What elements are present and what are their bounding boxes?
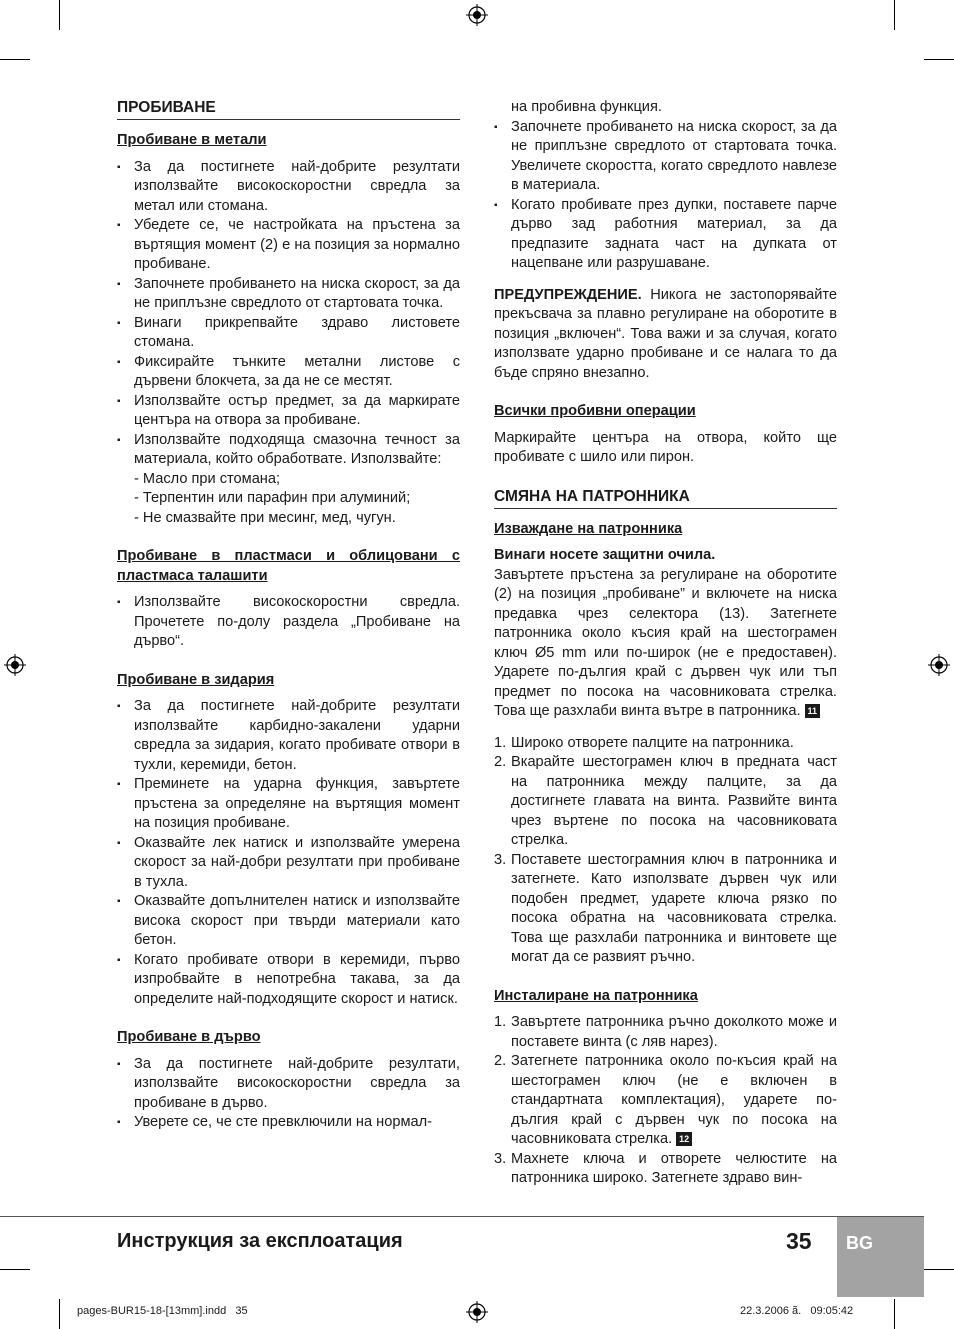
- list-item: ▪ Използвайте високоскоростни свредла. Прочетете по-долу раздела „Пробиване на дърво“.: [117, 593, 460, 652]
- all-operations-text: Маркирайте центъра на отвора, който ще пробивате с шило или пирон.: [494, 429, 837, 465]
- step-item: [494, 753, 837, 851]
- step-number: 2.: [494, 754, 507, 770]
- install-steps: [494, 1013, 837, 1189]
- list-item: ▪ Уверете се, че сте превключили на нормал-: [117, 1113, 460, 1133]
- list-item: ▪ Преминете на ударна функция, завъртете пръстена за определяне на въртящия момент на позиция пробиване.: [117, 775, 460, 834]
- registration-mark-icon: [4, 654, 26, 676]
- wood-list-2: [494, 118, 837, 274]
- warning-text: Никога не застопорявайте прекъсвача за плавно регулиране на оборотите в позиция „включен“. Това важи и за случая, когато използвате ударно пробиване и се налага то да бъде спряно внезапно.: [494, 286, 837, 381]
- crop-mark: [59, 1299, 60, 1329]
- subsection-title-chuck-install: Инсталиране на патронника: [494, 987, 698, 1004]
- step-text: Поставете шестограмния ключ в патронника и затегнете. Като използвате дървен чук или подобен предмет, ударете ключа рязко по посока обратна на часовниковата стрелка. Това ще разхлаби патронника и винтовете ще могат да се развият ръчно.: [511, 851, 837, 965]
- removal-text: [494, 566, 837, 722]
- subsection-title-masonry: Пробиване в зидария: [117, 671, 275, 688]
- language-code: BG: [846, 1233, 873, 1253]
- footer-divider: [0, 1216, 924, 1217]
- step-item: [494, 734, 837, 754]
- step-text: Вкарайте шестограмен ключ в предната част на патронника между палците, за да достигнете главата на винта. Развийте винта чрез въртене по посока на часовниковата стрелка.: [511, 754, 837, 848]
- list-item: ▪ Започнете пробиването на ниска скорост, за да не приплъзне свредлото от стартовата точка.: [117, 275, 460, 314]
- list-item: ▪ Винаги прикрепвайте здраво листовете стомана.: [117, 314, 460, 353]
- list-item: ▪ Когато пробивате отвори в керемиди, първо изпробвайте в непотребна такава, за да определите най-подходящите скорост и натиск.: [117, 951, 460, 1010]
- masonry-list: [117, 697, 460, 1009]
- crop-mark: [894, 0, 895, 30]
- registration-mark-icon: [466, 1301, 488, 1323]
- list-item: ▪ За да постигнете най-добрите резултати, използвайте високоскоростни свредла за пробиване в дърво.: [117, 1055, 460, 1114]
- list-item: ▪ Фиксирайте тънките метални листове с дървени блокчета, за да не се местят.: [117, 353, 460, 392]
- metals-list: [117, 158, 460, 470]
- step-number: 1.: [494, 734, 507, 751]
- step-number: 3.: [494, 1150, 507, 1167]
- list-item: ▪ Когато пробивате през дупки, поставете парче дърво зад работния материал, за да предпазите задната част на дупката от нацепване или разрушаване.: [494, 196, 837, 274]
- print-slug-date: 22.3.2006 ã. 09:05:42: [740, 1305, 854, 1317]
- wood-list: [117, 1055, 460, 1133]
- list-item: ▪ Оказвайте допълнителен натиск и използвайте висока скорост при твърди материали като бетон.: [117, 892, 460, 951]
- wood-list-continued: [494, 98, 837, 118]
- step-text: Затегнете патронника около по-късия край на шестограмен ключ (не е включен в стандартната комплектация), ударете по-дългия край с дървен чук по посока на часовниковата стрелка.: [511, 1053, 837, 1147]
- print-slug-file: pages-BUR15-18-[13mm].indd 35: [77, 1305, 248, 1317]
- figure-reference-badge: 11: [805, 704, 821, 718]
- list-item-continued: на пробивна функция.: [511, 99, 662, 115]
- crop-mark: [0, 59, 30, 60]
- safety-note-text: Винаги носете защитни очила.: [494, 547, 716, 563]
- list-item: ▪ Започнете пробиването на ниска скорост, за да не приплъзне свредлото от стартовата точка. Увеличете скоростта, когато свредлото навлезе в материала.: [494, 118, 837, 196]
- safety-note: [494, 546, 837, 566]
- list-item: ▪ Убедете се, че настройката на пръстена за въртящия момент (2) е на позиция за нормално пробиване.: [117, 216, 460, 275]
- language-tab: [837, 1217, 924, 1297]
- subsection-title-plastics: Пробиване в пластмаси и облицовани с пластмаса талашити: [117, 548, 460, 584]
- plastics-list: [117, 593, 460, 652]
- footer-title: Инструкция за експлоатация: [117, 1230, 403, 1252]
- subsection-title-wood: Пробиване в дърво: [117, 1029, 261, 1045]
- step-text: Махнете ключа и отворете челюстите на патронника широко. Затегнете здраво вин-: [511, 1150, 837, 1186]
- step-number: 2.: [494, 1053, 507, 1069]
- crop-mark: [894, 1299, 895, 1329]
- lubricant-line: - Масло при стомана;: [134, 470, 281, 487]
- crop-mark: [924, 59, 954, 60]
- step-text: Завъртете патронника ръчно доколкото може и поставете винта (с ляв нарез).: [511, 1014, 837, 1050]
- warning-label: ПРЕДУПРЕЖДЕНИЕ.: [494, 286, 642, 303]
- step-item: [494, 1013, 837, 1052]
- step-item: [494, 1150, 837, 1189]
- section-title-drilling: ПРОБИВАНЕ: [117, 98, 460, 120]
- figure-reference-badge: 12: [676, 1132, 692, 1146]
- right-column: [494, 98, 837, 1189]
- crop-mark: [59, 0, 60, 30]
- registration-mark-icon: [466, 4, 488, 26]
- lubricant-line: - Терпентин или парафин при алуминий;: [134, 490, 411, 506]
- step-item: [494, 1052, 837, 1150]
- step-text: Широко отворете палците на патронника.: [511, 734, 794, 751]
- crop-mark: [924, 1269, 954, 1270]
- section-title-chuck-change: СМЯНА НА ПАТРОННИКА: [494, 487, 837, 509]
- list-item: ▪ За да постигнете най-добрите резултати използвайте високоскоростни свредла за метал или стомана.: [117, 158, 460, 217]
- left-column: [117, 98, 460, 1133]
- list-item: ▪ За да постигнете най-добрите резултати използвайте карбидно-закалени ударни свредла за зидария, когато пробивате отвори в тухли, керемиди, бетон.: [117, 697, 460, 775]
- removal-steps: [494, 734, 837, 968]
- registration-mark-icon: [928, 654, 950, 676]
- subsection-title-metals: Пробиване в метали: [117, 132, 267, 148]
- subsection-title-all-operations: Всички пробивни операции: [494, 403, 696, 419]
- list-item: ▪ Използвайте остър предмет, за да маркирате центъра на отвора за пробиване.: [117, 392, 460, 431]
- step-item: [494, 851, 837, 968]
- warning-paragraph: [494, 286, 837, 384]
- lubricant-line: - Не смазвайте при месинг, мед, чугун.: [134, 509, 396, 526]
- step-number: 3.: [494, 851, 507, 868]
- page-number: 35: [786, 1228, 812, 1254]
- list-item: ▪ Оказвайте лек натиск и използвайте умерена скорост за най-добри резултати при пробиване в тухла.: [117, 834, 460, 893]
- crop-mark: [0, 1269, 30, 1270]
- subsection-title-chuck-removal: Изваждане на патронника: [494, 520, 683, 537]
- list-item: ▪ Използвайте подходяща смазочна течност за материала, който обработвате. Използвайте:: [117, 431, 460, 470]
- step-number: 1.: [494, 1014, 507, 1030]
- removal-text-body: Завъртете пръстена за регулиране на оборотите (2) на позиция „пробиване” и включете на ниска предавка чрез селектора (13). Затегнете патронника около късия край на шестограмен ключ Ø5 mm или по-широк (не е предоставен). Ударете по-дългия край с дървен чук или тъп предмет по посока на часовниковата стрелка. Това ще разхлаби винта вътре в патронника.: [494, 566, 837, 719]
